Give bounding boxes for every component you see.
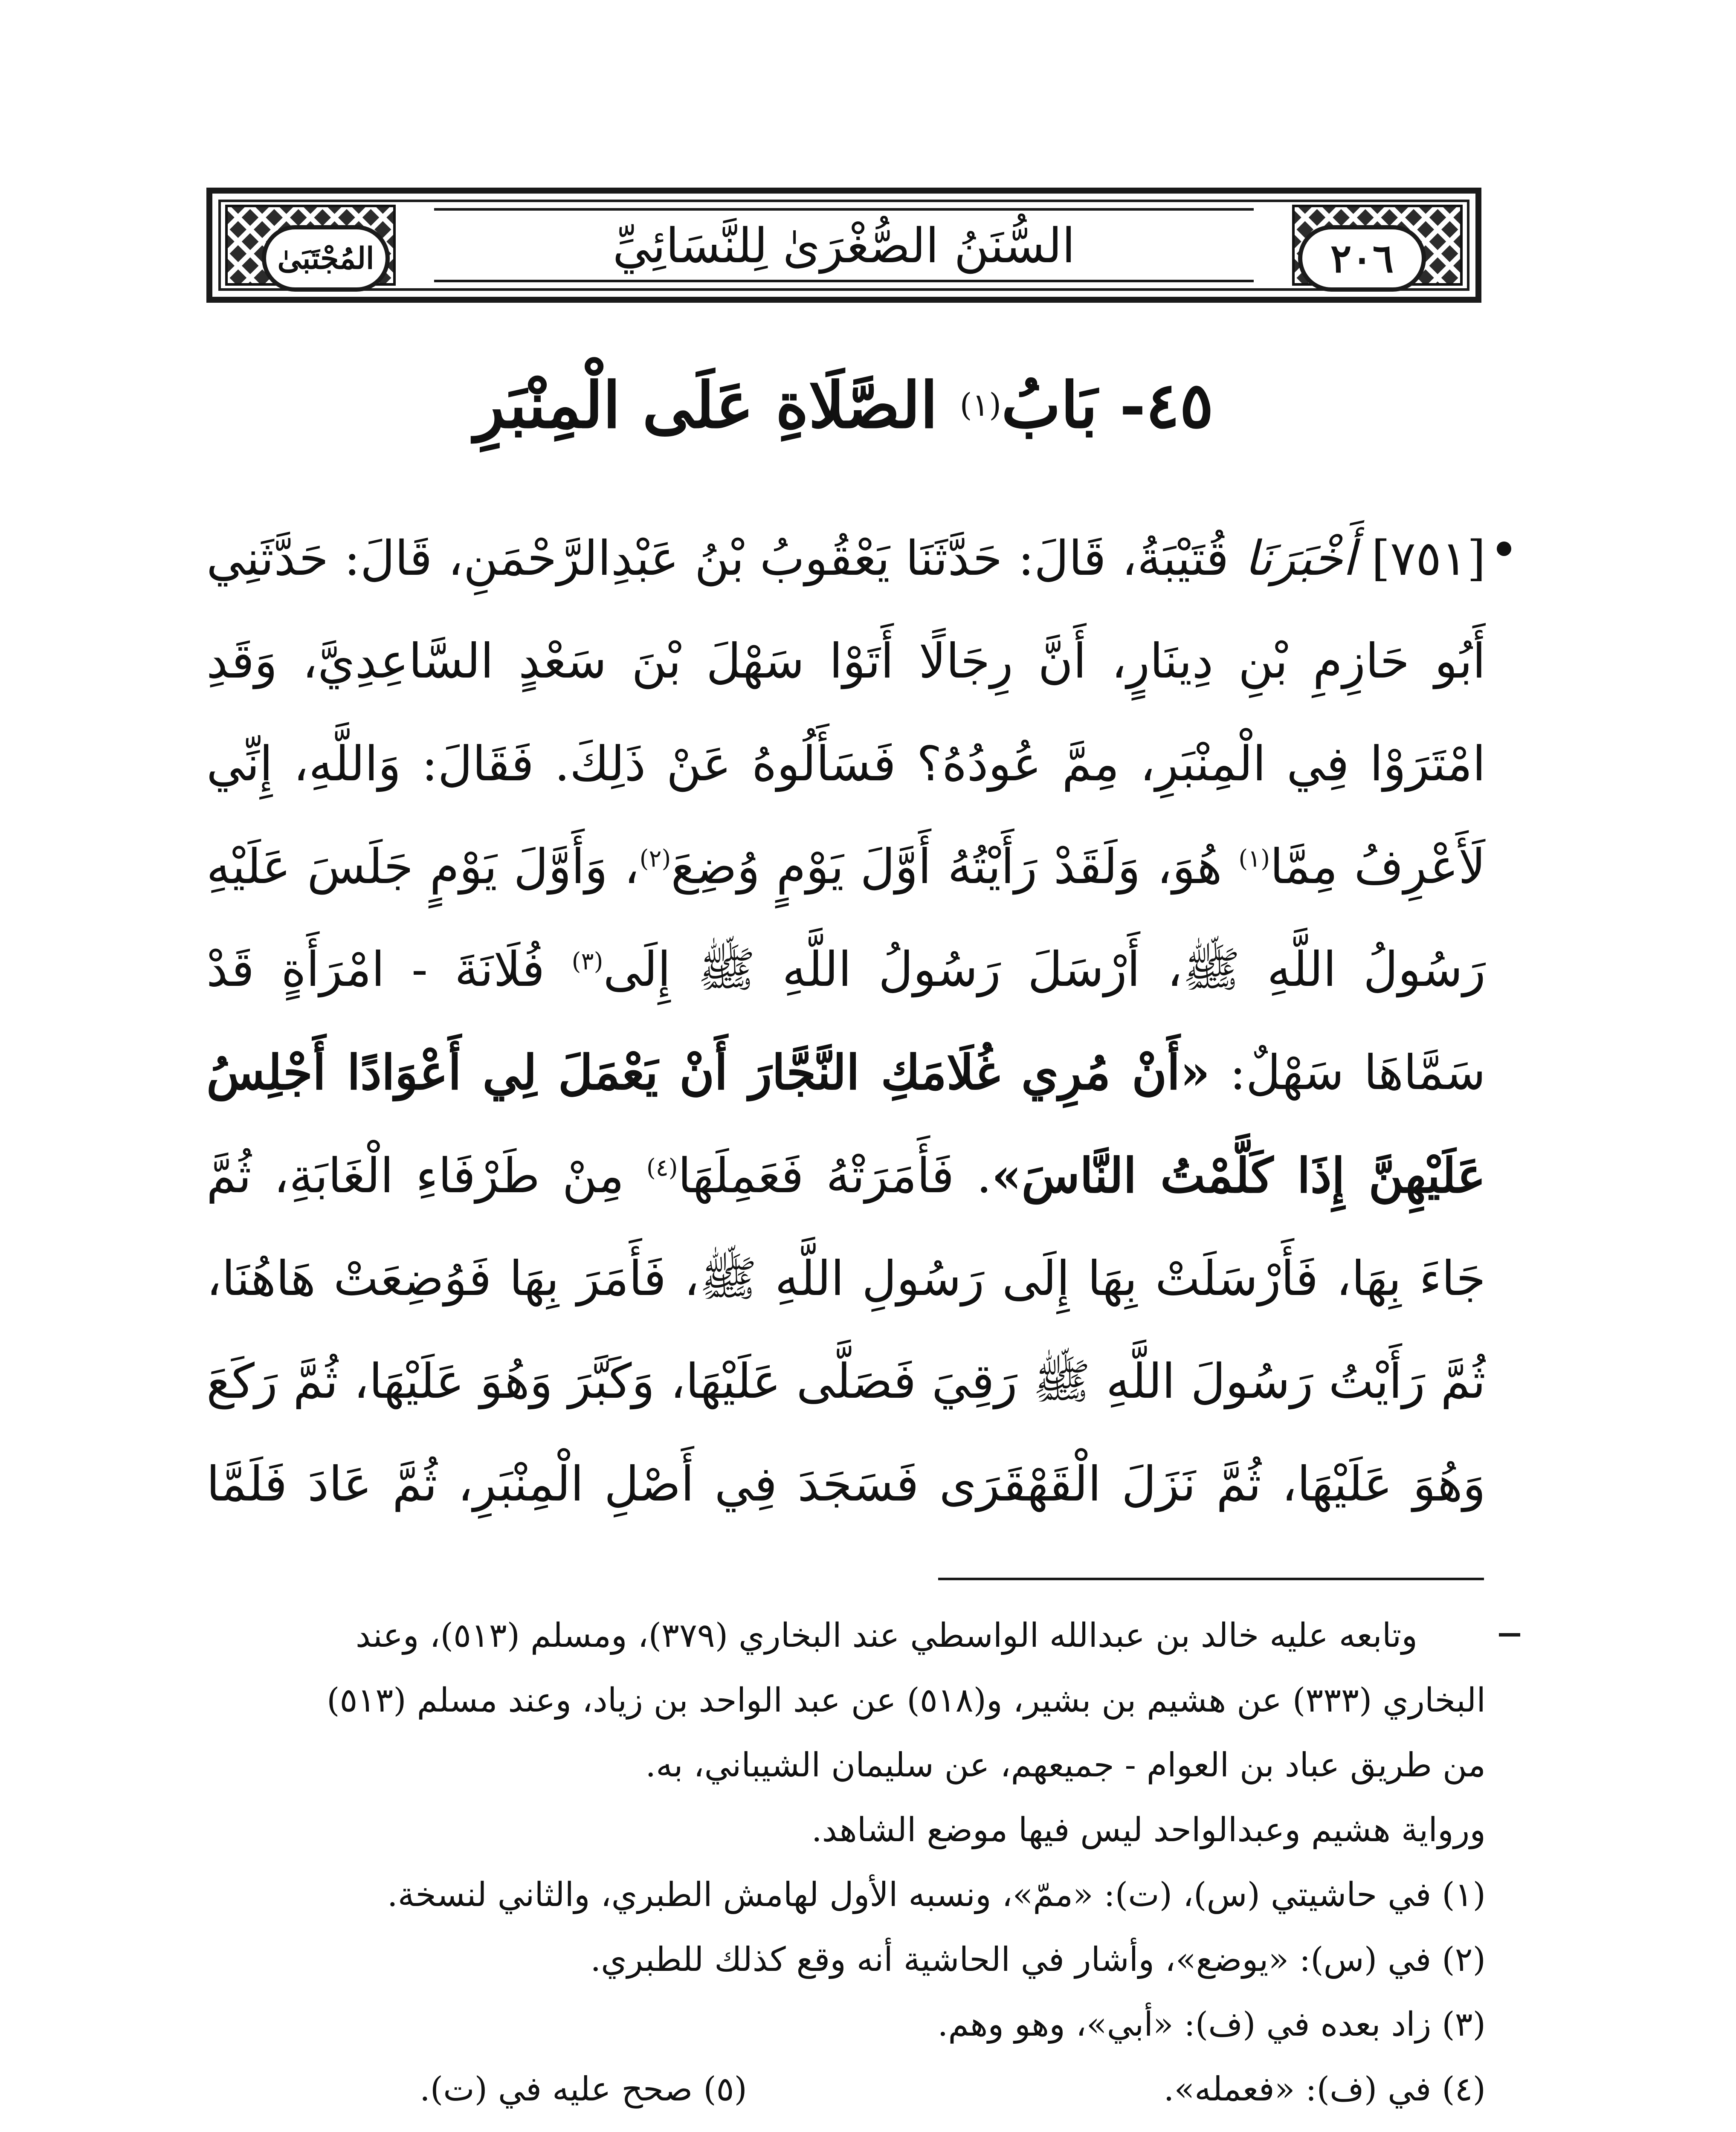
footnote-line: (٤) في (ف): «فعمله». <box>1163 2070 1486 2109</box>
footnote-line: ورواية هشيم وعبدالواحد ليس فيها موضع الشاهد. <box>811 1811 1486 1849</box>
volume-label: المُجْتَبَىٰ <box>262 225 390 292</box>
footnote-line: وتابعه عليه خالد بن عبدالله الواسطي عند البخاري (٣٧٩)، ومسلم (٥١٣)، وعند <box>355 1616 1417 1655</box>
footnote-marker: (١) <box>1238 845 1270 873</box>
hadith-segment: . فَأَمَرَتْهُ فَعَمِلَهَا <box>678 1148 992 1204</box>
akhbarana-word: أَخْبَرَنَا <box>1244 531 1356 586</box>
header-rule <box>434 208 1254 211</box>
footnote-row <box>206 2057 1486 2122</box>
footnote-line: من طريق عباد بن العوام - جميعهم، عن سليمان الشيباني، به. <box>645 1746 1486 1784</box>
chapter-number: ٤٥- <box>1119 368 1214 442</box>
footnote-line: (٥) صحح عليه في (ت). <box>420 2070 747 2109</box>
chapter-heading: الصَّلَاةِ عَلَى الْمِنْبَرِ <box>474 368 938 442</box>
hadith-segment: هُوَ، وَلَقَدْ رَأَيْتُهُ أَوَّلَ يَوْمٍ وُضِعَ <box>671 839 1222 895</box>
continuation-mark <box>1499 1633 1520 1637</box>
footnote-line: (٢) في (س): «يوضع»، وأشار في الحاشية أنه وقع كذلك للطبري. <box>590 1941 1486 1979</box>
footnote-marker: (٣) <box>571 947 603 976</box>
page-number: ٢٠٦ <box>1298 225 1426 292</box>
footnote-line: (١) في حاشيتي (س)، (ت): «ممّ»، ونسبه الأول لهامش الطبري، والثاني لنسخة. <box>387 1876 1486 1914</box>
running-header <box>206 188 1481 303</box>
footnote-line: البخاري (٣٣٣) عن هشيم بن بشير، و(٥١٨) عن عبد الواحد بن زياد، وعند مسلم (٥١٣) <box>327 1681 1486 1720</box>
hadith-segment: مِنْ طَرْفَاءِ الْغَابَةِ، ثُمَّ جَاءَ بِهَا، فَأَرْسَلَتْ بِهَا إِلَى رَسُولِ اللَّهِ ﷺ، فَأَمَرَ بِهَا فَوُضِعَتْ هَاهُنَا، ثُمَّ رَأَيْتُ رَسُولَ اللَّهِ ﷺ رَقِيَ فَصَلَّى عَلَيْهَا، وَكَبَّرَ وَهُوَ عَلَيْهَا، ثُمَّ رَكَعَ وَهُوَ عَلَيْهَا، ثُمَّ نَزَلَ الْقَهْقَرَى فَسَجَدَ فِي أَصْلِ الْمِنْبَرِ، ثُمَّ عَادَ فَلَمَّا <box>206 1148 1486 1512</box>
hadith-text <box>206 507 1486 1539</box>
hadith-number: [٧٥١] <box>1371 531 1486 586</box>
ornament-left-icon <box>225 205 396 286</box>
chapter-title: ٤٥- بَابُ (١) الصَّلَاةِ عَلَى الْمِنْبَرِ <box>474 368 1214 442</box>
header-rule <box>434 280 1254 282</box>
ornament-right-icon <box>1292 205 1463 286</box>
book-title: السُّنَنُ الصُّغْرَىٰ لِلنَّسَائِيِّ <box>612 218 1075 274</box>
footnote-marker: (٤) <box>646 1154 678 1182</box>
chapter-word: بَابُ <box>1001 368 1098 442</box>
footnote-marker: (٢) <box>639 845 671 873</box>
bullet-icon <box>1497 542 1511 556</box>
hadith-segment: ، وَأَوَّلَ يَوْمٍ جَلَسَ عَلَيْهِ رَسُولُ اللَّهِ ﷺ، أَرْسَلَ رَسُولُ اللَّهِ ﷺ إِلَى <box>206 839 1486 997</box>
footnote-line: (٣) زاد بعده في (ف): «أبي»، وهو وهم. <box>937 2005 1486 2044</box>
footnote-separator <box>938 1578 1484 1580</box>
prophetic-quote: «أَنْ مُرِي غُلَامَكِ النَّجَّارَ أَنْ يَعْمَلَ لِي أَعْوَادًا أَجْلِسُ عَلَيْهِنَّ إِذَا كَلَّمْتُ النَّاسَ» <box>206 1045 1486 1204</box>
hadith-segment: قُتَيْبَةُ، قَالَ: حَدَّثَنَا يَعْقُوبُ بْنُ عَبْدِالرَّحْمَنِ، قَالَ: حَدَّثَنِي أَبُو حَازِمِ بْنِ دِينَارٍ، أَنَّ رِجَالًا أَتَوْا سَهْلَ بْنَ سَعْدٍ السَّاعِدِيَّ، وَقَدِ امْتَرَوْا فِي الْمِنْبَرِ، مِمَّ عُودُهُ؟ فَسَأَلُوهُ عَنْ ذَلِكَ. فَقَالَ: وَاللَّهِ، إِنِّي لَأَعْرِفُ مِمَّا <box>206 531 1486 895</box>
footnotes <box>206 1603 1486 2122</box>
hadith-segment: فُلَانَةَ - امْرَأَةٍ قَدْ سَمَّاهَا سَهْلٌ: <box>206 942 1486 1101</box>
